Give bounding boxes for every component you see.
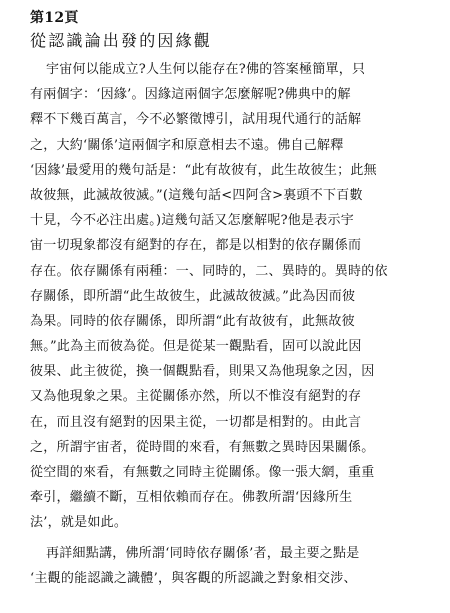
text-line: ‘主觀的能認識之識體’，與客觀的所認識之對象相交涉、	[30, 570, 357, 586]
text-line: 在，而且沒有絕對的因果主從，一切都是相對的。由此言	[30, 414, 362, 430]
text-line: 再詳細點講，佛所謂‘同時依存關係’者，最主要之點是	[46, 545, 360, 561]
text-line: 故彼無，此滅故彼滅。”(這幾句話<四阿含>裏頭不下百數	[30, 187, 363, 203]
section-title: 從認識論出發的因緣觀	[30, 31, 213, 50]
text-line: 存在。依存關係有兩種：一、同時的，二、異時的。異時的依	[30, 263, 388, 279]
text-line: 牽引，繼續不斷，互相依賴而存在。佛教所謂‘因緣所生	[30, 490, 353, 506]
text-line: 十見，今不必注出處。)這幾句話又怎麼解呢?他是表示宇	[30, 213, 355, 229]
paragraph-2	[30, 541, 432, 591]
paragraph-1	[30, 57, 432, 536]
text-line: 之，所謂宇宙者，從時間的來看，有無數之異時因果關係。	[30, 439, 375, 455]
text-line: 法’，就是如此。	[30, 515, 128, 531]
text-line: 之，大約‘關係’這兩個字和原意相去不遠。佛自己解釋	[30, 137, 344, 153]
text-line: 彼果、此主彼從，換一個觀點看，則果又為他現象之因，因	[30, 364, 375, 380]
text-line: 釋不下幾百萬言，今不必繁徵博引，試用現代通行的話解	[30, 112, 362, 128]
text-line: 為果。同時的依存關係，即所謂“此有故彼有，此無故彼	[30, 313, 355, 329]
text-line: 宙一切現象都沒有絕對的存在，都是以相對的依存關係而	[30, 238, 362, 254]
text-line: 從空間的來看，有無數之同時主從關係。像一張大網，重重	[30, 465, 375, 480]
text-line: 又為他現象之果。主從關係亦然，所以不惟沒有絕對的存	[30, 389, 362, 405]
text-line: 宇宙何以能成立?人生何以能存在?佛的答案極簡單，只	[46, 62, 366, 77]
text-line: 存關係，即所謂“此生故彼生，此滅故彼滅。”此為因而彼	[30, 288, 356, 304]
text-line: 有兩個字：‘因緣’。因緣這兩個字怎麼解呢?佛典中的解	[30, 87, 351, 103]
page-number: 第12頁	[30, 10, 79, 26]
text-line: ‘因緣’最愛用的幾句話是：“此有故彼有，此生故彼生；此無	[30, 162, 377, 178]
text-line: 無。”此為主而彼為從。但是從某一觀點看，固可以說此因	[30, 339, 362, 355]
